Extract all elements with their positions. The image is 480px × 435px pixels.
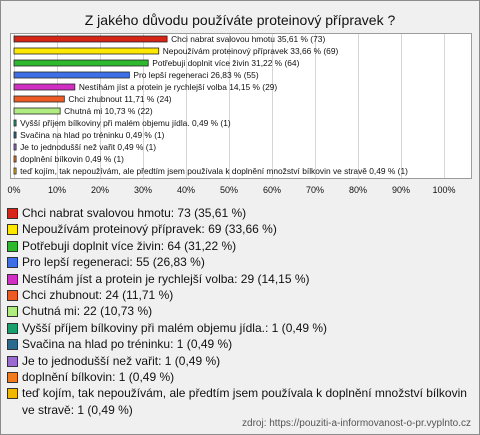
legend-swatch <box>7 388 18 399</box>
legend-swatch <box>7 356 18 367</box>
legend-label: Chci nabrat svalovou hmotu: 73 (35,61 %) <box>22 206 247 220</box>
legend-count: 73 <box>177 206 191 220</box>
bar-label-count: 29 <box>265 82 275 92</box>
x-tick-label: 10% <box>47 185 67 195</box>
legend-category: Pro lepší regeneraci <box>22 255 130 270</box>
bar <box>14 108 60 114</box>
x-axis-ticks <box>7 185 455 195</box>
bar-label: Nepoužívám proteinový přípravek 33,66 % (69) <box>162 46 339 56</box>
bar-label-category: Svačina na hlad po tréninku <box>20 130 124 140</box>
legend-label: Nepoužívám proteinový přípravek: 69 (33,66 %) <box>22 222 277 237</box>
legend-count: 24 <box>105 288 119 303</box>
legend-category: teď kojím, tak nepoužívám, ale předtím jsem používala k doplnění množství bílkovin ve stravě <box>22 386 467 417</box>
bar-label-category: teď kojím, tak nepoužívám, ale předtím jsem používala k doplnění množství bílkovin ve stravě <box>20 166 367 176</box>
bar-label-category: doplnění bílkovin <box>20 154 83 164</box>
bar-label-category: Nepoužívám proteinový přípravek <box>162 46 288 56</box>
legend-label: Chutná mi: 22 (10,73 %) <box>22 304 153 319</box>
bar <box>14 132 16 138</box>
legend-percent: 11,71 % <box>126 288 170 303</box>
legend-count: 69 <box>208 222 222 237</box>
legend-count: 29 <box>240 271 255 286</box>
bar-label: Nestíhám jíst a protein je rychlejší volba 14,15 % (29) <box>78 82 278 92</box>
legend-count: 22 <box>83 304 97 319</box>
bar <box>14 120 16 126</box>
bar-label-count: 64 <box>287 58 297 68</box>
bar-label: doplnění bílkovin 0,49 % (1) <box>20 154 124 164</box>
legend-item <box>1 221 479 237</box>
bar-label: Potřebuji doplnit více živin 31,22 % (64) <box>152 58 300 68</box>
legend-percent: 0,49 % <box>91 402 129 417</box>
legend-category: Chci nabrat svalovou hmotu <box>22 206 171 220</box>
bar-label-percent: 0,49 % <box>125 130 152 140</box>
bar-label-count: 22 <box>140 106 150 116</box>
legend-category: Svačina na hlad po tréninku <box>22 337 171 352</box>
bar <box>14 168 16 174</box>
legend-item <box>1 287 479 303</box>
x-tick-label: 50% <box>219 185 239 195</box>
x-tick-label: 20% <box>90 185 110 195</box>
legend-item <box>1 369 479 385</box>
legend-category: Vyšší příjem bílkoviny při malém objemu jídla. <box>22 320 265 335</box>
bar-label-count: 1 <box>148 142 154 152</box>
legend-category: Potřebuji doplnit více živin <box>22 238 161 253</box>
legend-swatch <box>7 274 18 285</box>
legend-swatch <box>7 241 18 252</box>
legend-count: 1 <box>271 320 279 335</box>
legend-swatch <box>7 372 18 383</box>
legend-percent: 0,49 % <box>190 337 229 352</box>
legend-category: Chutná mi <box>22 304 77 319</box>
legend-item <box>1 254 479 270</box>
bar-label: teď kojím, tak nepoužívám, ale předtím jsem používala k doplnění množství bílkovin ve stravě 0,49 % (1) <box>20 166 408 176</box>
bar-label-percent: 35,61 % <box>277 34 308 44</box>
legend-label: Svačina na hlad po tréninku: 1 (0,49 %) <box>22 337 233 352</box>
bar-label-percent: 14,15 % <box>229 82 260 92</box>
legend-label: Je to jednodušší než vařit: 1 (0,49 %) <box>22 353 221 368</box>
bar-label-percent: 26,83 % <box>210 70 242 80</box>
legend-percent: 26,83 % <box>156 255 201 270</box>
legend-category: doplnění bílkovin <box>22 370 113 385</box>
legend-item <box>1 320 479 336</box>
bar-label-category: Chutná mi <box>64 106 103 116</box>
legend-percent: 31,22 % <box>188 238 233 253</box>
x-tick-label: 60% <box>262 185 282 195</box>
x-tick-label: 40% <box>176 185 196 195</box>
legend-item <box>1 353 479 369</box>
legend-percent: 0,49 % <box>178 353 217 368</box>
legend-count: 1 <box>77 402 85 417</box>
legend-item <box>1 336 479 352</box>
legend-item <box>1 385 479 418</box>
legend <box>1 205 479 418</box>
bar <box>14 96 64 102</box>
bar-label-percent: 0,49 % <box>117 142 144 152</box>
legend-swatch <box>7 290 18 301</box>
bar <box>14 144 16 150</box>
bar-label-category: Vyšší příjem bílkoviny při malém objemu jídla. <box>20 118 190 128</box>
bar-label-category: Pro lepší regeneraci <box>133 70 209 80</box>
bar-label-percent: 0,49 % <box>369 166 396 176</box>
bar-label-category: Nestíhám jíst a protein je rychlejší volba <box>78 82 227 92</box>
bar-label: Chci zhubnout 11,71 % (24) <box>68 94 172 104</box>
legend-category: Je to jednodušší než vařit <box>22 353 159 368</box>
bar-label-percent: 11,71 % <box>124 94 155 104</box>
bar-label: Chutná mi 10,73 % (22) <box>64 106 153 116</box>
legend-swatch <box>7 208 18 219</box>
legend-count: 1 <box>164 353 172 368</box>
legend-count: 55 <box>136 255 150 270</box>
legend-percent: 10,73 % <box>104 304 149 319</box>
bar <box>14 48 159 54</box>
bar-label: Vyšší příjem bílkoviny při malém objemu jídla. 0,49 % (1) <box>20 118 231 128</box>
legend-swatch <box>7 224 18 235</box>
legend-item <box>1 303 479 319</box>
x-tick-label: 0% <box>7 185 21 195</box>
bar-label-percent: 33,66 % <box>290 46 322 56</box>
legend-percent: 35,61 % <box>198 206 243 220</box>
bar-label-category: Chci zhubnout <box>68 94 122 104</box>
bar-label-count: 55 <box>246 70 256 80</box>
bar-label: Je to jednodušší než vařit 0,49 % (1) <box>20 142 157 152</box>
bar-label-count: 69 <box>326 46 336 56</box>
legend-swatch <box>7 257 18 268</box>
bar-label: Chci nabrat svalovou hmotu 35,61 % (73) <box>171 34 326 44</box>
legend-label: doplnění bílkovin: 1 (0,49 %) <box>22 370 175 385</box>
bar-label: Pro lepší regeneraci 26,83 % (55) <box>133 70 259 80</box>
plot-svg <box>1 1 479 201</box>
x-tick-label: 80% <box>348 185 368 195</box>
bar-label-count: 73 <box>313 34 323 44</box>
bar-label-count: 1 <box>400 166 406 176</box>
bar <box>14 36 167 42</box>
x-tick-label: 90% <box>391 185 411 195</box>
legend-category: Nestíhám jíst a protein je rychlejší volba <box>22 271 235 286</box>
source-note: zdroj: https://pouziti-a-informovanost-o-pr.vyplnto.cz <box>242 418 471 429</box>
bar-label-percent: 31,22 % <box>251 58 283 68</box>
legend-percent: 0,49 % <box>285 320 324 335</box>
legend-label: Pro lepší regeneraci: 55 (26,83 %) <box>22 255 205 270</box>
legend-swatch <box>7 323 18 334</box>
legend-label: Chci zhubnout: 24 (11,71 %) <box>22 288 174 303</box>
bar-label-count: 1 <box>116 154 122 164</box>
bar-label-category: Potřebuji doplnit více živin <box>152 58 250 68</box>
bar <box>14 84 75 90</box>
legend-count: 64 <box>167 238 181 253</box>
bar-label-count: 1 <box>157 130 162 140</box>
legend-item <box>1 205 479 221</box>
legend-percent: 33,66 % <box>228 222 273 237</box>
x-tick-label: 100% <box>432 185 456 195</box>
x-tick-label: 70% <box>305 185 325 195</box>
legend-swatch <box>7 306 18 317</box>
legend-swatch <box>7 339 18 350</box>
legend-percent: 14,15 % <box>261 271 306 286</box>
legend-category: Nepoužívám proteinový přípravek <box>22 222 202 237</box>
legend-label: teď kojím, tak nepoužívám, ale předtím jsem používala k doplnění množství bílkovin ve stravě: 1 (0,49 %) <box>22 386 467 417</box>
legend-count: 1 <box>176 337 184 352</box>
legend-item <box>1 271 479 287</box>
bar-label-percent: 10,73 % <box>104 106 136 116</box>
bar-label-percent: 0,49 % <box>192 118 219 128</box>
bar-label-category: Chci nabrat svalovou hmotu <box>171 34 275 44</box>
chart-title: Z jakého důvodu používáte proteinový přípravek ? <box>84 12 396 28</box>
bar-label: Svačina na hlad po tréninku 0,49 % (1) <box>20 130 165 140</box>
bar <box>14 60 148 66</box>
bar <box>14 156 16 162</box>
legend-percent: 0,49 % <box>132 370 171 385</box>
legend-label: Potřebuji doplnit více živin: 64 (31,22 %) <box>22 238 237 253</box>
bar-label-category: Je to jednodušší než vařit <box>20 142 116 152</box>
legend-category: Chci zhubnout <box>22 288 99 303</box>
x-tick-label: 30% <box>133 185 153 195</box>
bar-label-percent: 0,49 % <box>85 154 112 164</box>
bar <box>14 72 129 78</box>
legend-item <box>1 238 479 254</box>
legend-label: Vyšší příjem bílkoviny při malém objemu jídla.: 1 (0,49 %) <box>22 320 328 335</box>
bar-label-count: 24 <box>159 94 169 104</box>
legend-count: 1 <box>118 370 126 385</box>
bar-label-count: 1 <box>223 118 228 128</box>
legend-label: Nestíhám jíst a protein je rychlejší volba: 29 (14,15 %) <box>22 271 310 286</box>
